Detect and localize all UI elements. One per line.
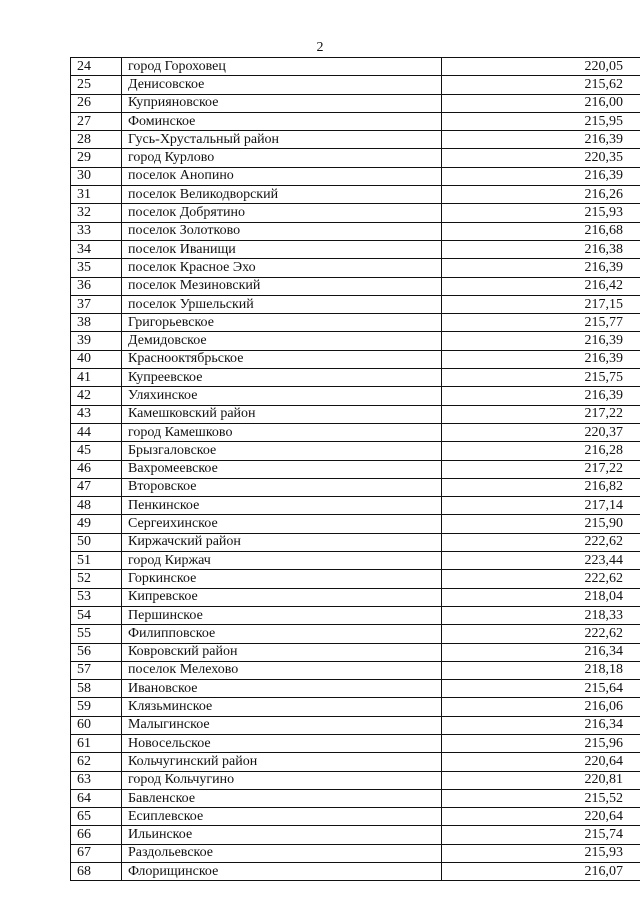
row-number: 32 <box>71 204 122 222</box>
table-row <box>71 734 640 752</box>
tariff-value: 216,68 <box>442 222 640 240</box>
municipality-name: поселок Иванищи <box>122 240 442 258</box>
table-row <box>71 94 640 112</box>
municipality-name: поселок Уршельский <box>122 295 442 313</box>
municipality-name: поселок Красное Эхо <box>122 259 442 277</box>
table-row <box>71 625 640 643</box>
table-row <box>71 186 640 204</box>
municipality-name: город Киржач <box>122 552 442 570</box>
table-row <box>71 771 640 789</box>
table-row <box>71 369 640 387</box>
row-number: 36 <box>71 277 122 295</box>
tariff-value: 215,96 <box>442 734 640 752</box>
tariff-value: 215,52 <box>442 789 640 807</box>
tariff-value: 222,62 <box>442 625 640 643</box>
table-row <box>71 716 640 734</box>
row-number: 27 <box>71 112 122 130</box>
row-number: 39 <box>71 332 122 350</box>
tariff-value: 220,05 <box>442 58 640 76</box>
tariff-value: 217,14 <box>442 497 640 515</box>
tariff-value: 215,95 <box>442 112 640 130</box>
row-number: 51 <box>71 552 122 570</box>
table-row <box>71 76 640 94</box>
tariff-value: 215,64 <box>442 680 640 698</box>
row-number: 65 <box>71 808 122 826</box>
municipality-name: Денисовское <box>122 76 442 94</box>
table-row <box>71 423 640 441</box>
row-number: 29 <box>71 149 122 167</box>
municipality-name: Ивановское <box>122 680 442 698</box>
municipality-name: Уляхинское <box>122 387 442 405</box>
tariff-value: 215,90 <box>442 515 640 533</box>
table-row <box>71 131 640 149</box>
row-number: 54 <box>71 606 122 624</box>
row-number: 24 <box>71 58 122 76</box>
row-number: 61 <box>71 734 122 752</box>
tariff-value: 220,64 <box>442 753 640 771</box>
row-number: 53 <box>71 588 122 606</box>
tariff-value: 222,62 <box>442 570 640 588</box>
municipality-name: Горкинское <box>122 570 442 588</box>
row-number: 30 <box>71 167 122 185</box>
municipality-name: поселок Добрятино <box>122 204 442 222</box>
table-row <box>71 295 640 313</box>
tariff-value: 215,74 <box>442 826 640 844</box>
municipality-name: Сергеихинское <box>122 515 442 533</box>
tariff-value: 216,39 <box>442 167 640 185</box>
tariff-value: 216,39 <box>442 332 640 350</box>
row-number: 47 <box>71 478 122 496</box>
row-number: 26 <box>71 94 122 112</box>
row-number: 63 <box>71 771 122 789</box>
municipality-name: Флорищинское <box>122 863 442 881</box>
row-number: 34 <box>71 240 122 258</box>
row-number: 67 <box>71 844 122 862</box>
municipality-name: Киржачский район <box>122 533 442 551</box>
row-number: 57 <box>71 661 122 679</box>
table-row <box>71 222 640 240</box>
row-number: 59 <box>71 698 122 716</box>
tariff-value: 218,04 <box>442 588 640 606</box>
row-number: 46 <box>71 460 122 478</box>
municipality-name: Малыгинское <box>122 716 442 734</box>
tariff-value: 216,38 <box>442 240 640 258</box>
table-row <box>71 698 640 716</box>
municipality-name: поселок Золотково <box>122 222 442 240</box>
tariff-value: 216,39 <box>442 387 640 405</box>
table-row <box>71 259 640 277</box>
table-row <box>71 753 640 771</box>
row-number: 52 <box>71 570 122 588</box>
table-row <box>71 167 640 185</box>
tariff-value: 220,35 <box>442 149 640 167</box>
municipality-name: Брызгаловское <box>122 442 442 460</box>
municipality-name: Вахромеевское <box>122 460 442 478</box>
row-number: 41 <box>71 369 122 387</box>
tariff-value: 220,81 <box>442 771 640 789</box>
tariff-value: 216,42 <box>442 277 640 295</box>
row-number: 64 <box>71 789 122 807</box>
row-number: 58 <box>71 680 122 698</box>
tariff-value: 217,22 <box>442 460 640 478</box>
table-row <box>71 405 640 423</box>
municipality-name: поселок Мезиновский <box>122 277 442 295</box>
tariff-value: 215,93 <box>442 844 640 862</box>
municipality-name: поселок Анопино <box>122 167 442 185</box>
table-row <box>71 515 640 533</box>
table-row <box>71 844 640 862</box>
row-number: 68 <box>71 863 122 881</box>
table-body <box>71 58 640 881</box>
municipality-name: Клязьминское <box>122 698 442 716</box>
municipality-name: Першинское <box>122 606 442 624</box>
row-number: 38 <box>71 314 122 332</box>
municipality-name: Кипревское <box>122 588 442 606</box>
tariff-value: 216,34 <box>442 716 640 734</box>
municipality-name: Григорьевское <box>122 314 442 332</box>
municipality-name: Новосельское <box>122 734 442 752</box>
table-row <box>71 332 640 350</box>
tariff-value: 216,39 <box>442 350 640 368</box>
table-row <box>71 112 640 130</box>
municipality-name: Ковровский район <box>122 643 442 661</box>
municipality-name: Гусь-Хрустальный район <box>122 131 442 149</box>
table-row <box>71 552 640 570</box>
row-number: 62 <box>71 753 122 771</box>
table-row <box>71 314 640 332</box>
table-row <box>71 350 640 368</box>
table-row <box>71 789 640 807</box>
tariff-value: 216,07 <box>442 863 640 881</box>
row-number: 60 <box>71 716 122 734</box>
table-row <box>71 240 640 258</box>
tariff-value: 220,37 <box>442 423 640 441</box>
table-row <box>71 661 640 679</box>
row-number: 48 <box>71 497 122 515</box>
row-number: 40 <box>71 350 122 368</box>
table-row <box>71 277 640 295</box>
municipality-name: Второвское <box>122 478 442 496</box>
municipality-name: Камешковский район <box>122 405 442 423</box>
table-row <box>71 533 640 551</box>
row-number: 55 <box>71 625 122 643</box>
table-row <box>71 387 640 405</box>
row-number: 43 <box>71 405 122 423</box>
row-number: 28 <box>71 131 122 149</box>
tariff-value: 217,15 <box>442 295 640 313</box>
table-row <box>71 58 640 76</box>
municipality-name: город Курлово <box>122 149 442 167</box>
table-row <box>71 863 640 881</box>
municipality-name: Ильинское <box>122 826 442 844</box>
row-number: 31 <box>71 186 122 204</box>
tariff-value: 216,00 <box>442 94 640 112</box>
table-row <box>71 808 640 826</box>
table-row <box>71 606 640 624</box>
municipality-name: Фоминское <box>122 112 442 130</box>
municipality-name: город Камешково <box>122 423 442 441</box>
municipality-name: Пенкинское <box>122 497 442 515</box>
municipality-name: Кольчугинский район <box>122 753 442 771</box>
municipality-name: Филипповское <box>122 625 442 643</box>
table-row <box>71 826 640 844</box>
row-number: 44 <box>71 423 122 441</box>
row-number: 49 <box>71 515 122 533</box>
tariff-value: 218,18 <box>442 661 640 679</box>
tariff-value: 216,39 <box>442 259 640 277</box>
tariff-value: 222,62 <box>442 533 640 551</box>
municipality-name: Есиплевское <box>122 808 442 826</box>
tariff-value: 215,93 <box>442 204 640 222</box>
tariff-table <box>70 57 640 881</box>
table-row <box>71 680 640 698</box>
municipality-name: Раздольевское <box>122 844 442 862</box>
tariff-value: 216,34 <box>442 643 640 661</box>
row-number: 56 <box>71 643 122 661</box>
table-row <box>71 204 640 222</box>
tariff-value: 216,28 <box>442 442 640 460</box>
table-row <box>71 570 640 588</box>
row-number: 25 <box>71 76 122 94</box>
row-number: 45 <box>71 442 122 460</box>
tariff-value: 215,77 <box>442 314 640 332</box>
municipality-name: Бавленское <box>122 789 442 807</box>
row-number: 35 <box>71 259 122 277</box>
table-row <box>71 588 640 606</box>
municipality-name: поселок Великодворский <box>122 186 442 204</box>
municipality-name: город Гороховец <box>122 58 442 76</box>
row-number: 66 <box>71 826 122 844</box>
tariff-value: 217,22 <box>442 405 640 423</box>
tariff-value: 216,39 <box>442 131 640 149</box>
table-row <box>71 497 640 515</box>
municipality-name: Куприяновское <box>122 94 442 112</box>
tariff-value: 220,64 <box>442 808 640 826</box>
table-row <box>71 460 640 478</box>
tariff-value: 223,44 <box>442 552 640 570</box>
tariff-value: 215,75 <box>442 369 640 387</box>
table-row <box>71 442 640 460</box>
page-number: 2 <box>316 40 324 55</box>
municipality-name: Краснооктябрьское <box>122 350 442 368</box>
table-row <box>71 643 640 661</box>
municipality-name: Купреевское <box>122 369 442 387</box>
row-number: 50 <box>71 533 122 551</box>
table-row <box>71 478 640 496</box>
municipality-name: Демидовское <box>122 332 442 350</box>
tariff-value: 216,82 <box>442 478 640 496</box>
row-number: 33 <box>71 222 122 240</box>
row-number: 37 <box>71 295 122 313</box>
table-row <box>71 149 640 167</box>
tariff-value: 215,62 <box>442 76 640 94</box>
municipality-name: город Кольчугино <box>122 771 442 789</box>
row-number: 42 <box>71 387 122 405</box>
tariff-value: 216,06 <box>442 698 640 716</box>
tariff-value: 218,33 <box>442 606 640 624</box>
municipality-name: поселок Мелехово <box>122 661 442 679</box>
tariff-value: 216,26 <box>442 186 640 204</box>
